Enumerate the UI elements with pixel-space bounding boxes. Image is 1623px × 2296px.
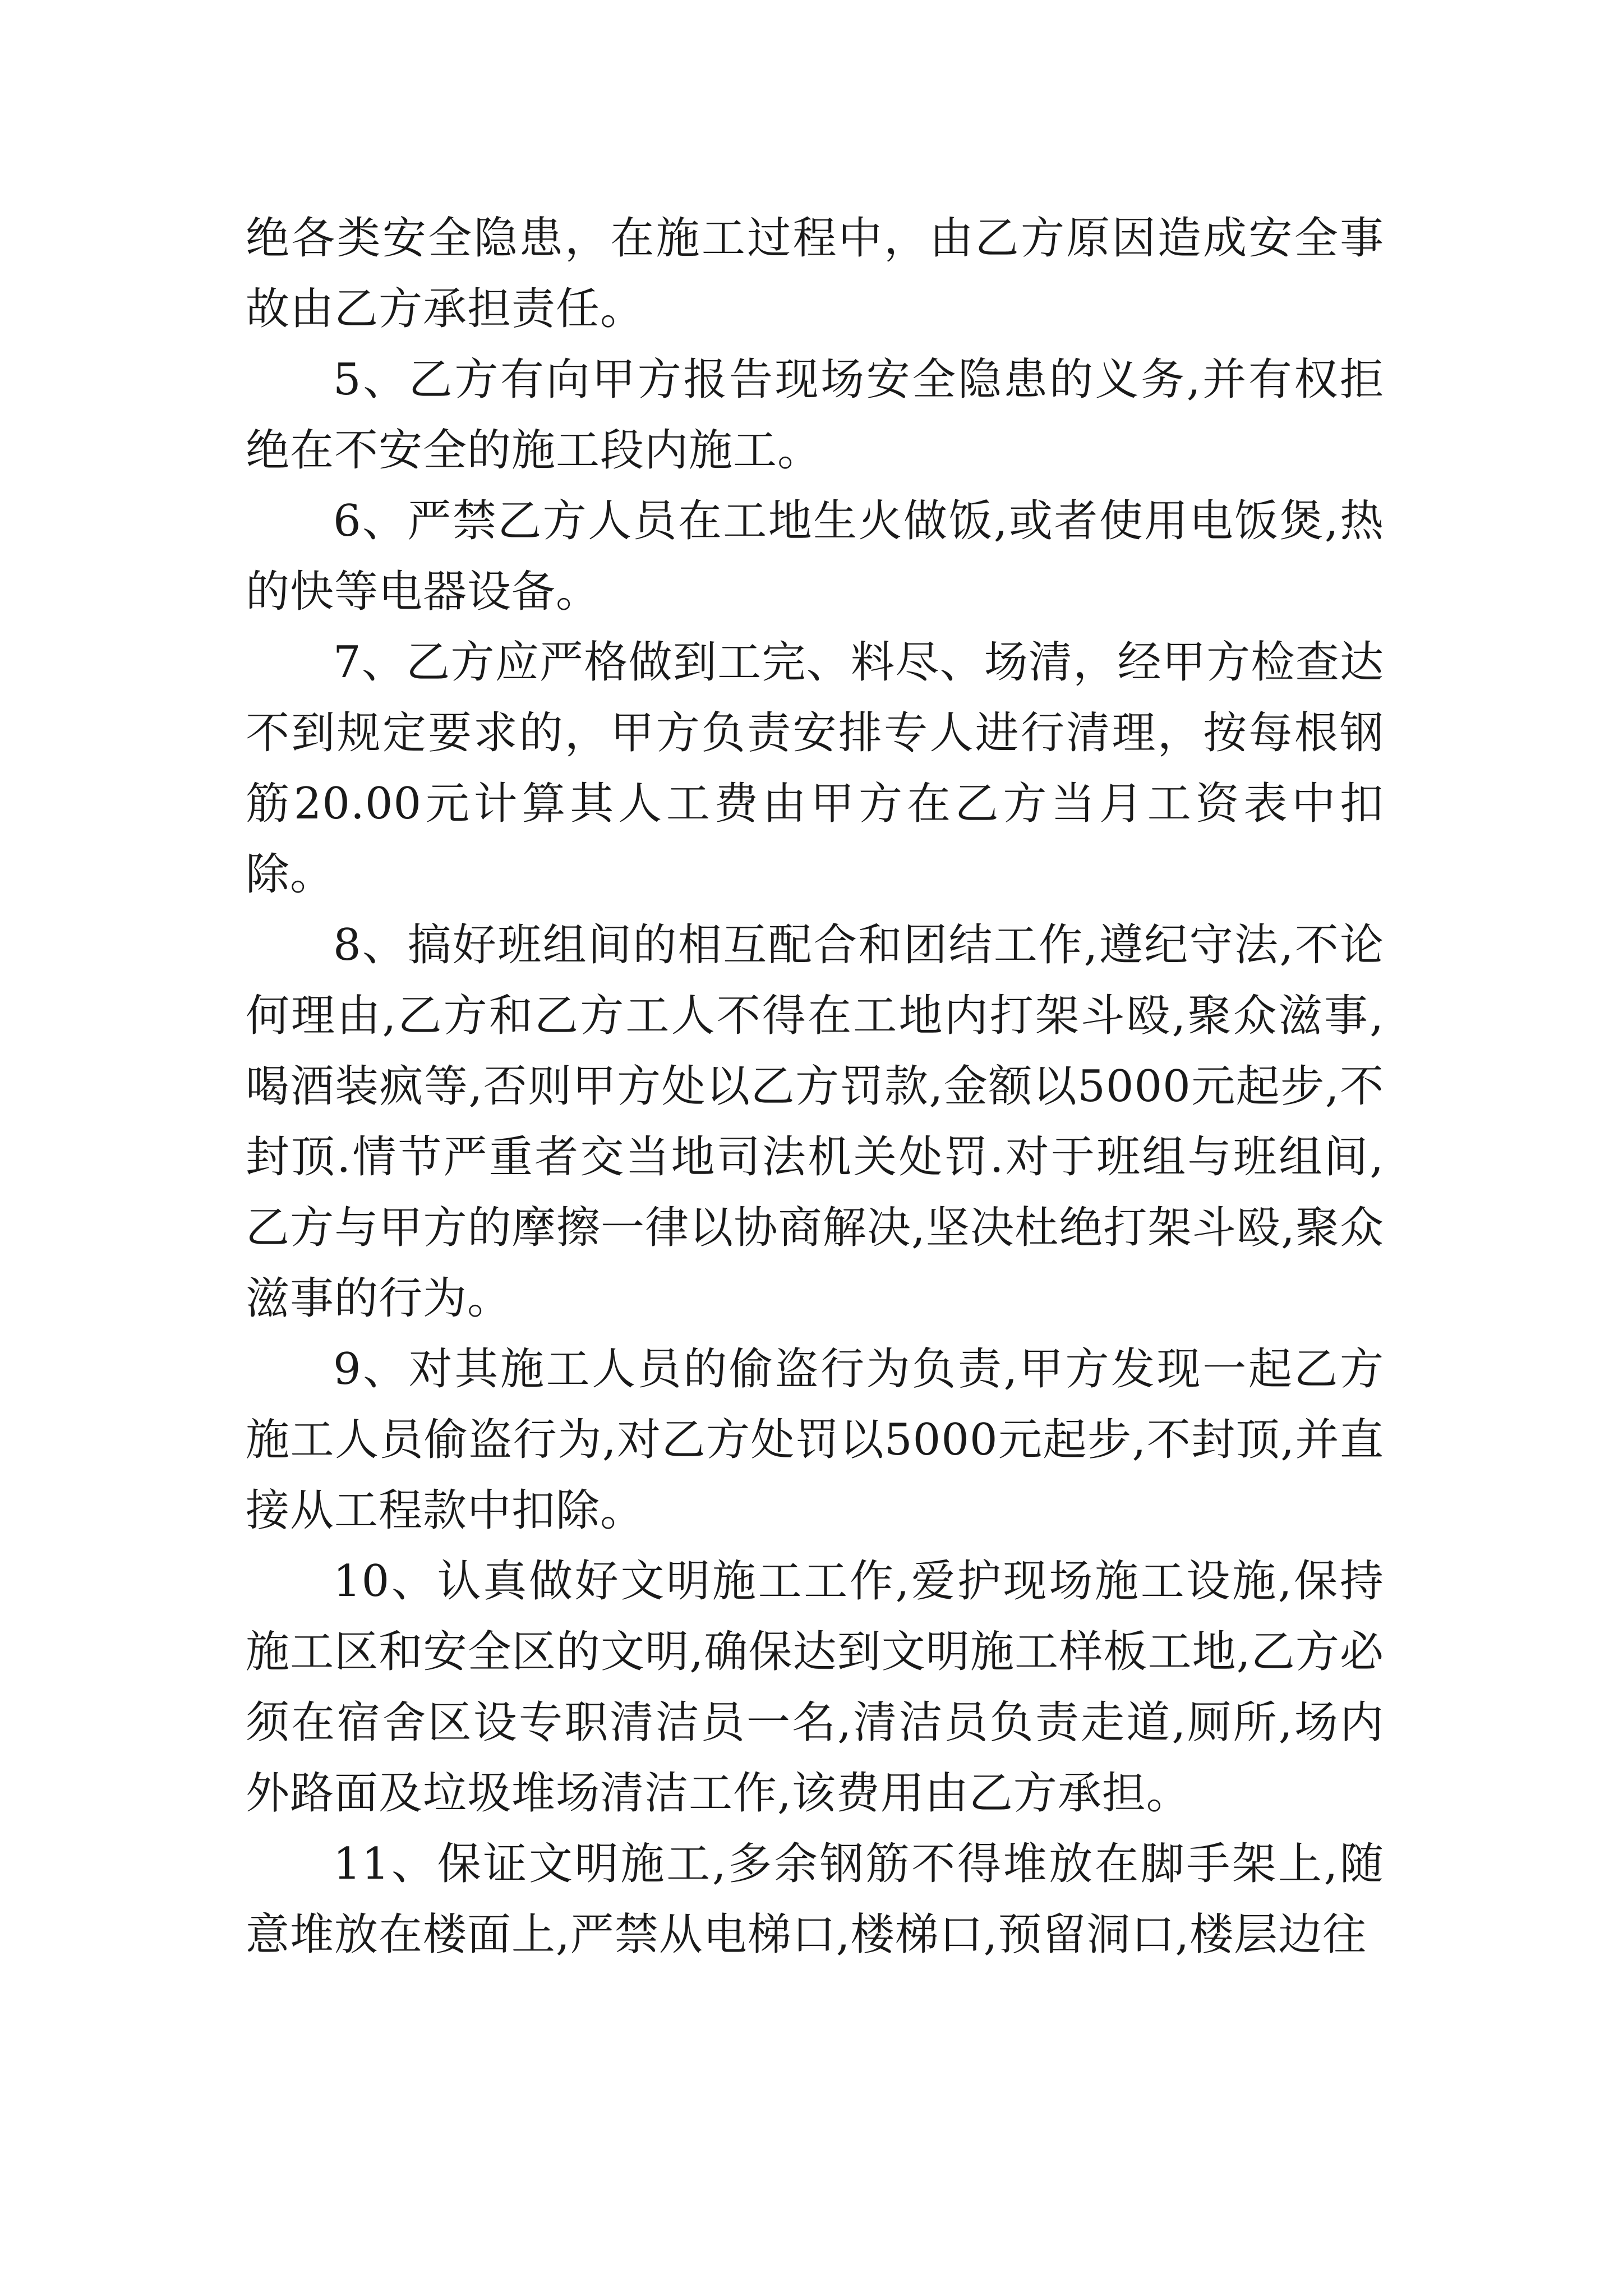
paragraph-clause-8: 8、搞好班组间的相互配合和团结工作,遵纪守法,不论何理由,乙方和乙方工人不得在工地内打架斗殴,聚众滋事,喝酒装疯等,否则甲方处以乙方罚款,金额以5000元起步,不封顶.情节严重者交当地司法机关处罚.对于班组与班组间,乙方与甲方的摩擦一律以协商解决,坚决杜绝打架斗殴,聚众滋事的行为。 <box>246 920 1384 1324</box>
paragraph-clause-11: 11、保证文明施工,多余钢筋不得堆放在脚手架上,随意堆放在楼面上,严禁从电梯口,楼梯口,预留洞口,楼层边往 <box>246 1839 1384 1960</box>
document-body <box>246 203 1384 1970</box>
paragraph-continued: 绝各类安全隐患，在施工过程中，由乙方原因造成安全事故由乙方承担责任。 <box>246 213 1384 334</box>
paragraph-clause-5: 5、乙方有向甲方报告现场安全隐患的义务,并有权拒绝在不安全的施工段内施工。 <box>246 355 1384 476</box>
paragraph-clause-6: 6、严禁乙方人员在工地生火做饭,或者使用电饭煲,热的快等电器设备。 <box>246 496 1384 617</box>
paragraph-clause-7: 7、乙方应严格做到工完、料尽、场清，经甲方检查达不到规定要求的，甲方负责安排专人进行清理，按每根钢筋20.00元计算其人工费由甲方在乙方当月工资表中扣除。 <box>246 637 1384 900</box>
paragraph-clause-10: 10、认真做好文明施工工作,爱护现场施工设施,保持施工区和安全区的文明,确保达到文明施工样板工地,乙方必须在宿舍区设专职清洁员一名,清洁员负责走道,厕所,场内外路面及垃圾堆场清洁工作,该费用由乙方承担。 <box>246 1556 1384 1819</box>
paragraph-clause-9: 9、对其施工人员的偷盗行为负责,甲方发现一起乙方施工人员偷盗行为,对乙方处罚以5000元起步,不封顶,并直接从工程款中扣除。 <box>246 1344 1384 1536</box>
